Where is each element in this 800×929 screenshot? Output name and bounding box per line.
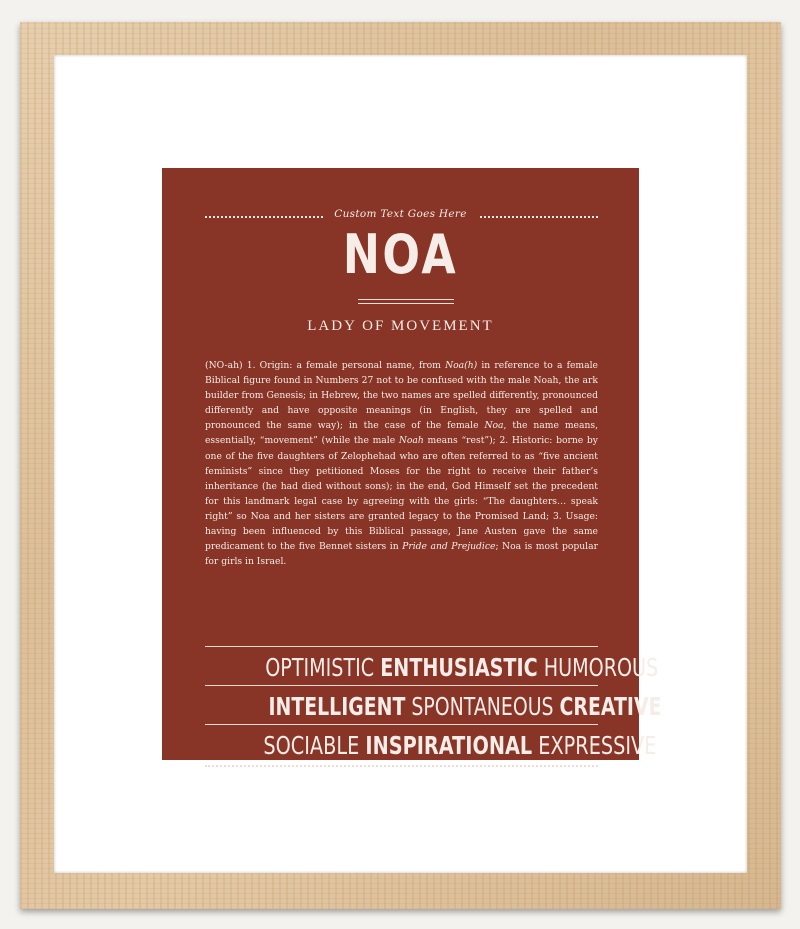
traits-divider-3 bbox=[205, 724, 598, 725]
right-dotted-rule bbox=[480, 216, 598, 218]
trait-word: OPTIMISTIC bbox=[265, 653, 375, 682]
title-rule-lower bbox=[358, 303, 454, 304]
trait-word: INSPIRATIONAL bbox=[365, 731, 533, 760]
custom-text: Custom Text Goes Here bbox=[334, 208, 467, 220]
trait-word: HUMOROUS bbox=[543, 653, 659, 682]
traits-line-3 bbox=[205, 731, 657, 760]
trait-word: CREATIVE bbox=[559, 692, 662, 721]
definition-text: in reference to a female Biblical figure found in Numbers 27 not to be confused with the male Noah, the ark builder from Genesis; in Hebrew, the two names are spelled differently, pronounced differently and have opposite meanings (in English, they are spelled and pronounced the same way); in the case of the female bbox=[205, 360, 598, 432]
name-title: NOA bbox=[342, 223, 459, 286]
traits-divider-2 bbox=[205, 685, 598, 686]
traits-line-1 bbox=[205, 653, 659, 682]
definition-text: ; Noa is most popular for girls in Israel. bbox=[205, 541, 598, 568]
name-definition bbox=[205, 358, 598, 569]
wooden-frame bbox=[20, 22, 781, 909]
trait-word: SPONTANEOUS bbox=[411, 692, 554, 721]
trait-word: INTELLIGENT bbox=[268, 692, 406, 721]
name-meaning: LADY OF MOVEMENT bbox=[307, 318, 494, 334]
trait-word: EXPRESSIVE bbox=[538, 731, 657, 760]
definition-text: (NO-ah) 1. Origin: a female personal name, from bbox=[205, 360, 446, 371]
trait-word: SOCIABLE bbox=[263, 731, 360, 760]
title-rule-upper bbox=[358, 299, 454, 300]
traits-bottom-dots bbox=[205, 765, 598, 767]
definition-italic-term: Noa(h) bbox=[445, 360, 478, 371]
definition-italic-term: Pride and Prejudice bbox=[402, 541, 496, 553]
white-mat bbox=[54, 55, 747, 873]
traits-line-2 bbox=[205, 692, 662, 721]
trait-word: ENTHUSIASTIC bbox=[380, 653, 538, 682]
name-print bbox=[162, 168, 662, 760]
definition-text: means “rest”); 2. Historic: borne by one of the five daughters of Zelophehad who are often referred to as “five ancient feminists” since they petitioned Moses for the right to receive their father’s inheritance (he had died without sons); in the end, God Himself set the precedent for this landmark legal case by agreeing with the girls: “The daughters… speak right” so Noa and her sisters are granted legacy to the Promised Land; 3. Usage: having been influenced by this Biblical passage, Jane Austen gave the same predicament to the five Bennet sisters in bbox=[205, 435, 598, 553]
definition-italic-term: Noa bbox=[484, 420, 504, 432]
traits-divider-1 bbox=[205, 646, 598, 647]
definition-italic-term: Noah bbox=[398, 435, 424, 447]
definition-text: , the name means, essentially, “movement” (while the male bbox=[205, 420, 598, 447]
